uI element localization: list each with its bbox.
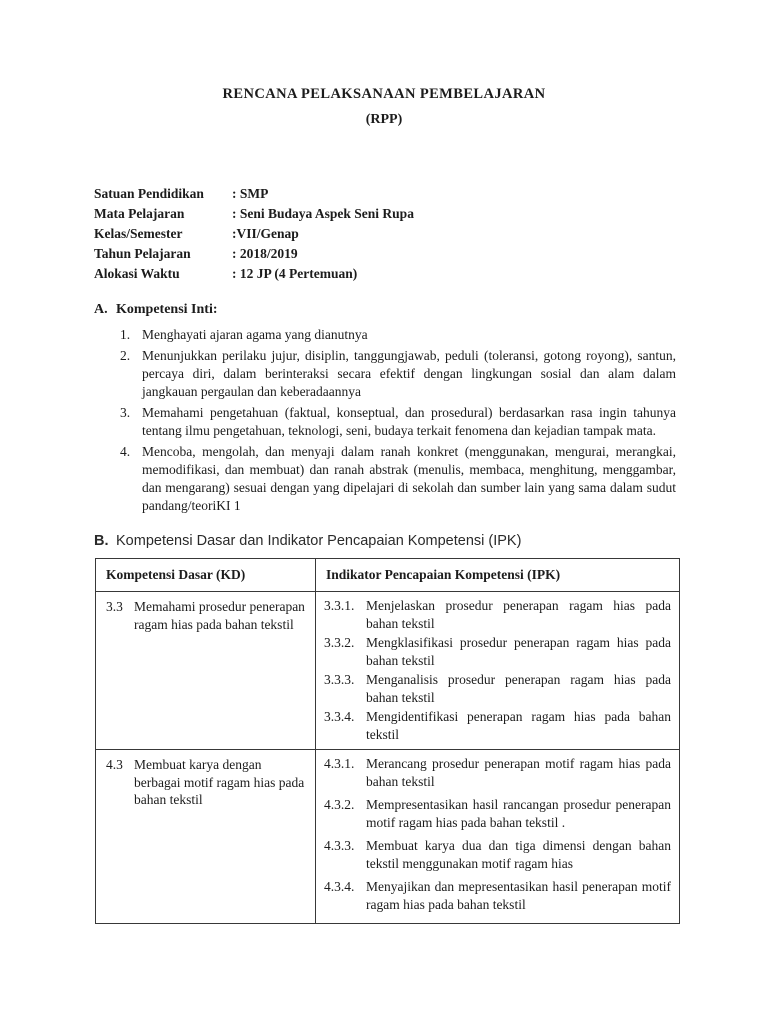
kd-entry	[106, 756, 307, 809]
list-item	[120, 326, 676, 344]
list-item-text: Memahami pengetahuan (faktual, konseptual, dan prosedural) berdasarkan rasa ingin tahunya tentang ilmu pengetahuan, teknologi, seni, budaya terkait fenomena dan kejadian tampak mata.	[142, 405, 676, 438]
ipk-text: Merancang prosedur penerapan motif ragam hias pada bahan tekstil	[366, 756, 671, 789]
list-item	[120, 443, 676, 515]
metadata-row-alokasi-waktu	[94, 264, 768, 284]
ipk-cell	[316, 750, 680, 924]
list-item-text: Menunjukkan perilaku jujur, disiplin, tanggungjawab, peduli (toleransi, gotong royong), santun, percaya diri, dalam berinteraksi secara efektif dengan lingkungan sosial dan alam dalam jangkauan pergaulan dan keberadaannya	[142, 348, 676, 399]
section-b-heading-text: Kompetensi Dasar dan Indikator Pencapaian Kompetensi (IPK)	[116, 533, 522, 549]
ipk-text: Menjelaskan prosedur penerapan ragam hias pada bahan tekstil	[366, 598, 671, 631]
ipk-item	[324, 878, 671, 913]
ipk-text: Mengidentifikasi penerapan ragam hias pada bahan tekstil	[366, 709, 671, 742]
list-item-number: 1.	[120, 327, 131, 342]
metadata-row-tahun-pelajaran	[94, 244, 768, 264]
ipk-item	[324, 708, 671, 743]
metadata-row-kelas-semester	[94, 224, 768, 244]
ipk-number: 4.3.4.	[324, 879, 355, 894]
metadata-value: : SMP	[232, 186, 269, 201]
list-item	[120, 404, 676, 440]
ipk-text: Membuat karya dua dan tiga dimensi dengan bahan tekstil menggunakan motif ragam hias	[366, 838, 671, 871]
kd-number: 3.3	[106, 599, 123, 614]
ipk-item	[324, 755, 671, 790]
list-item-number: 3.	[120, 405, 131, 420]
list-item-text: Mencoba, mengolah, dan menyaji dalam ranah konkret (menggunakan, mengurai, merangkai, memodifikasi, dan membuat) dan ranah abstrak (menulis, membaca, menghitung, menggambar, dan mengarang) sesuai dengan yang dipelajari di sekolah dan sumber lain yang sama dalam sudut pandang/teoriKI 1	[142, 444, 676, 513]
kd-entry	[106, 598, 307, 633]
metadata-row-satuan-pendidikan	[94, 184, 768, 204]
ipk-number: 3.3.1.	[324, 598, 355, 613]
ipk-cell	[316, 592, 680, 750]
kd-text: Membuat karya dengan berbagai motif ragam hias pada bahan tekstil	[134, 757, 305, 807]
ipk-text: Menganalisis prosedur penerapan ragam hias pada bahan tekstil	[366, 672, 671, 705]
ipk-number: 3.3.3.	[324, 672, 355, 687]
section-a-heading-text: Kompetensi Inti:	[116, 302, 218, 317]
ipk-number: 3.3.2.	[324, 635, 355, 650]
section-b-letter: B.	[94, 533, 109, 549]
ipk-item	[324, 597, 671, 632]
title-block	[0, 0, 768, 128]
section-a-letter: A.	[94, 302, 108, 317]
list-item-number: 4.	[120, 444, 131, 459]
column-header-kd: Kompetensi Dasar (KD)	[96, 559, 316, 592]
ipk-text: Mempresentasikan hasil rancangan prosedur penerapan motif ragam hias pada bahan tekstil .	[366, 797, 671, 830]
metadata-value: :VII/Genap	[232, 226, 299, 241]
metadata-value: : 12 JP (4 Pertemuan)	[232, 266, 358, 281]
kd-cell	[96, 750, 316, 924]
list-item-text: Menghayati ajaran agama yang dianutnya	[142, 327, 368, 342]
ipk-text: Mengklasifikasi prosedur penerapan ragam hias pada bahan tekstil	[366, 635, 671, 668]
ipk-item	[324, 634, 671, 669]
metadata-value: : Seni Budaya Aspek Seni Rupa	[232, 206, 414, 221]
kd-number: 4.3	[106, 757, 123, 772]
section-b-heading	[94, 532, 768, 551]
metadata-label: Kelas/Semester	[94, 226, 183, 241]
section-a-heading	[94, 301, 768, 319]
ipk-number: 4.3.3.	[324, 838, 355, 853]
ipk-item	[324, 671, 671, 706]
metadata-label: Alokasi Waktu	[94, 266, 180, 281]
table-row	[96, 592, 680, 750]
table-row	[96, 750, 680, 924]
metadata-value: : 2018/2019	[232, 246, 298, 261]
kd-cell	[96, 592, 316, 750]
ipk-item	[324, 796, 671, 831]
list-item-number: 2.	[120, 348, 131, 363]
table-header-row	[96, 559, 680, 592]
ipk-item	[324, 837, 671, 872]
kd-text: Memahami prosedur penerapan ragam hias pada bahan tekstil	[134, 599, 305, 632]
document-subtitle: (RPP)	[365, 112, 403, 127]
ipk-text: Menyajikan dan mepresentasikan hasil penerapan motif ragam hias pada bahan tekstil	[366, 879, 671, 912]
document-title: RENCANA PELAKSANAAN PEMBELAJARAN	[222, 86, 546, 102]
ipk-number: 4.3.2.	[324, 797, 355, 812]
column-header-ipk: Indikator Pencapaian Kompetensi (IPK)	[316, 559, 680, 592]
kompetensi-inti-list	[120, 326, 676, 515]
metadata-label: Mata Pelajaran	[94, 206, 185, 221]
kd-ipk-table	[95, 558, 680, 924]
metadata-label: Tahun Pelajaran	[94, 246, 191, 261]
metadata-row-mata-pelajaran	[94, 204, 768, 224]
metadata-block	[94, 184, 768, 284]
list-item	[120, 347, 676, 401]
ipk-number: 4.3.1.	[324, 756, 355, 771]
ipk-number: 3.3.4.	[324, 709, 355, 724]
metadata-label: Satuan Pendidikan	[94, 186, 204, 201]
